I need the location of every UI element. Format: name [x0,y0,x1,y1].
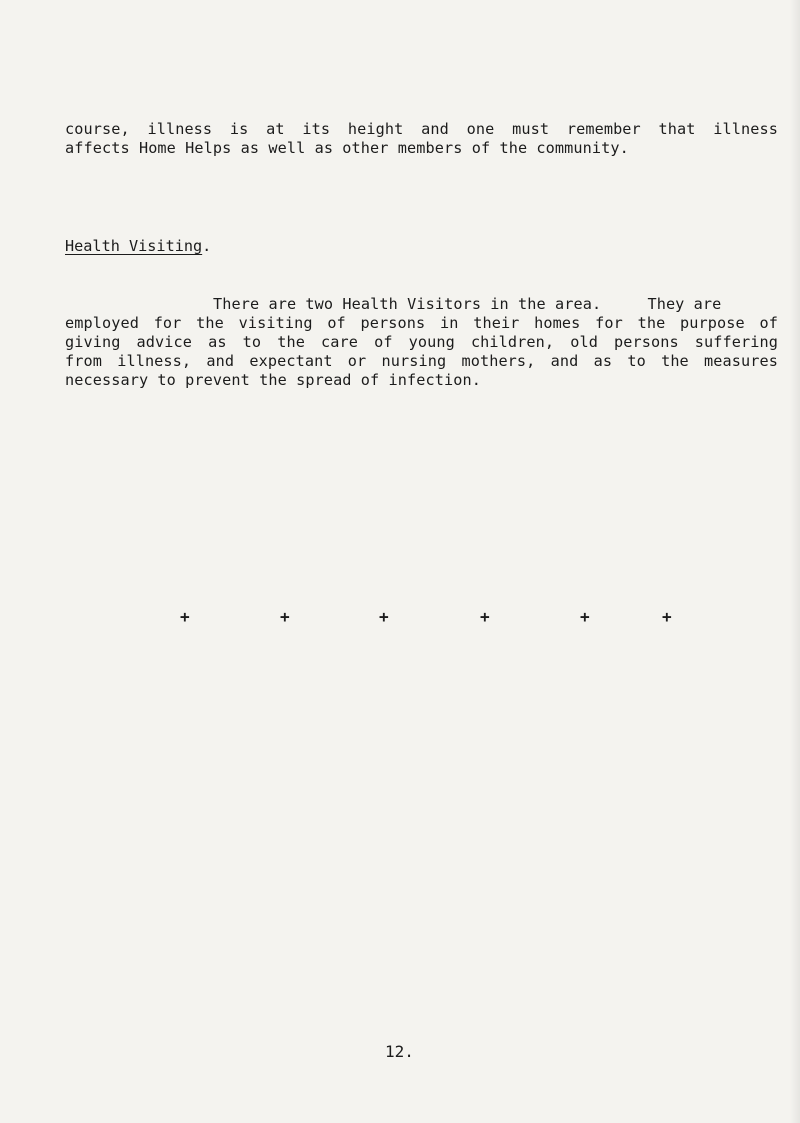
plus-separator-icon: + [379,607,389,626]
section-heading-text: Health Visiting [65,237,203,255]
plus-separator-icon: + [280,607,290,626]
page-edge-shadow [790,0,800,1123]
health-visiting-paragraph [65,295,778,390]
text-line: from illness, and expectant or nursing mothers, and as to the measures [65,352,778,370]
section-heading-punct: . [202,237,212,255]
section-heading [65,237,211,256]
text-line: affects Home Helps as well as other members of the community. [65,139,629,157]
plus-separator-icon: + [580,607,590,626]
section-separator [180,605,700,629]
page-number: 12. [385,1042,414,1061]
text-line: There are two Health Visitors in the area. They are [213,295,722,313]
text-line: employed for the visiting of persons in their homes for the purpose of [65,314,778,332]
plus-separator-icon: + [180,607,190,626]
text-line: necessary to prevent the spread of infection. [65,371,481,389]
intro-paragraph [65,120,778,158]
text-line: course, illness is at its height and one must remember that illness [65,120,778,138]
plus-separator-icon: + [662,607,672,626]
plus-separator-icon: + [480,607,490,626]
text-line: giving advice as to the care of young children, old persons suffering [65,333,778,351]
